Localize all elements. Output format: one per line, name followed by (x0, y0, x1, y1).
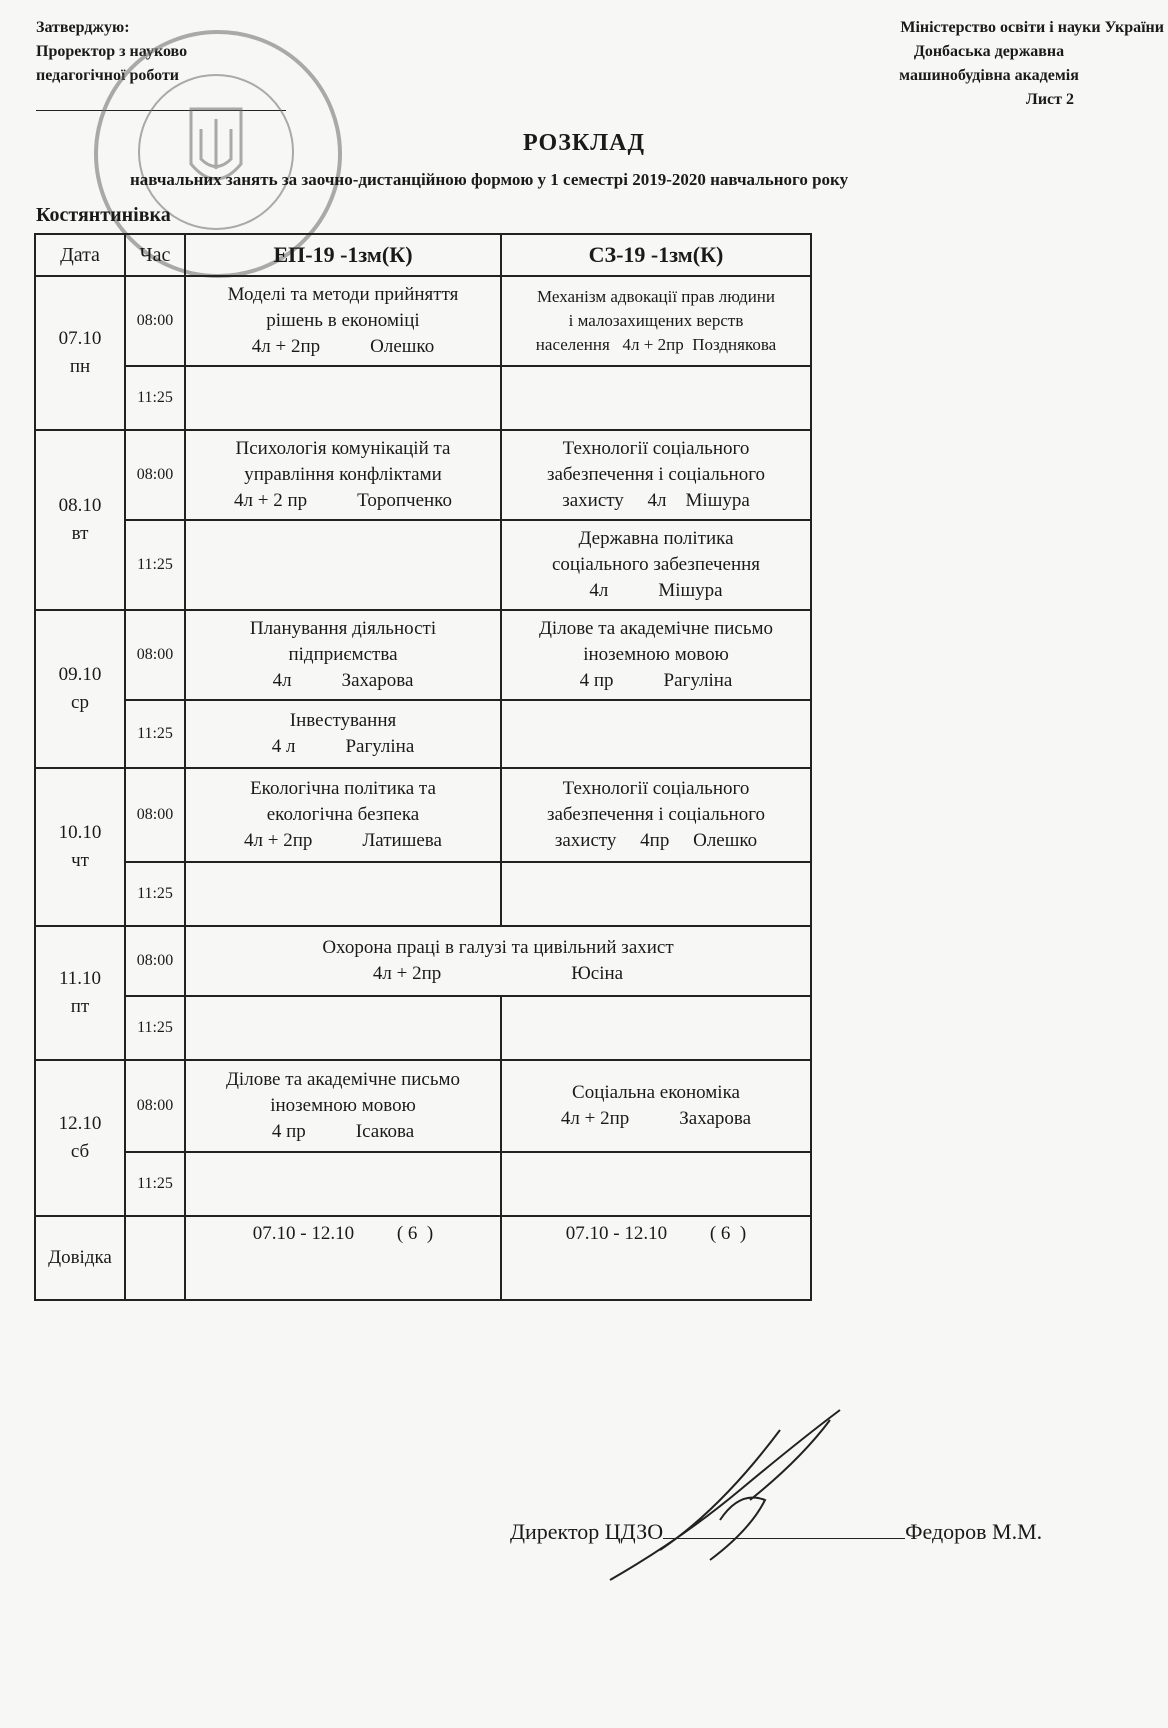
table-row (35, 366, 811, 430)
teacher: Торопченко (357, 490, 452, 511)
document-subtitle: навчальних занять за заочно-дистанційною формою у 1 семестрі 2019-2020 навчального року (130, 170, 849, 189)
time-cell: 08:00 (125, 276, 185, 366)
subject-line: захисту 4л Мішура (562, 490, 750, 511)
schedule-table (34, 233, 812, 1301)
teacher: Захарова (679, 1108, 752, 1129)
hours: 4 л (271, 736, 296, 757)
city-name: Костянтинівка (36, 204, 171, 226)
time-cell: 08:00 (125, 1060, 185, 1152)
table-row (35, 768, 811, 862)
time-cell: 08:00 (125, 768, 185, 862)
subject-line: Інвестування (289, 710, 397, 731)
hours: 4 пр (579, 670, 614, 691)
day-cell (35, 1060, 125, 1216)
hours: 4л + 2 пр (234, 490, 308, 511)
reference-label: Довідка (35, 1216, 125, 1300)
day-cell (35, 768, 125, 926)
weekday-value: чт (71, 850, 89, 871)
signature-line (663, 1518, 905, 1539)
approver-signature-line (36, 88, 286, 111)
table-row (35, 862, 811, 926)
header-date: Дата (35, 234, 125, 276)
lesson-cell-empty (185, 862, 501, 926)
lesson-cell (185, 430, 501, 520)
hours: 4л + 2пр (244, 830, 313, 851)
lesson-cell (185, 700, 501, 768)
table-row (35, 926, 811, 996)
table-row (35, 520, 811, 610)
table-row (35, 1060, 811, 1152)
lesson-cell-empty (501, 862, 811, 926)
teacher: Мішура (658, 580, 723, 601)
time-cell: 11:25 (125, 862, 185, 926)
lesson-cell (185, 768, 501, 862)
teacher: Юсіна (571, 963, 624, 984)
teacher: Латишева (362, 830, 442, 851)
lesson-cell (501, 1060, 811, 1152)
weekday-value: ср (71, 692, 89, 713)
subject-line: забезпечення і соціального (546, 464, 766, 485)
subject-line: Технології соціального (562, 438, 750, 459)
lesson-cell-empty (185, 1152, 501, 1216)
lesson-cell (501, 520, 811, 610)
hours: 4л + 2пр (251, 336, 321, 357)
lesson-cell-empty (501, 366, 811, 430)
lesson-cell (501, 768, 811, 862)
weekday-value: сб (70, 1141, 90, 1162)
time-cell: 11:25 (125, 996, 185, 1060)
teacher: Ісакова (355, 1121, 415, 1142)
header-time: Час (125, 234, 185, 276)
subject-line: Ділове та академічне письмо (225, 1069, 461, 1090)
header-group-ep: ЕП-19 -1зм(К) (185, 234, 501, 276)
subject-line: населення 4л + 2пр Позднякова (535, 335, 777, 354)
table-row (35, 996, 811, 1060)
table-row (35, 276, 811, 366)
lesson-cell (501, 430, 811, 520)
subject-line: іноземною мовою (583, 644, 729, 665)
table-row (35, 430, 811, 520)
table-row (35, 700, 811, 768)
reference-group-ep: 07.10 - 12.10 ( 6 ) (185, 1216, 501, 1300)
lesson-cell (185, 610, 501, 700)
time-cell: 08:00 (125, 610, 185, 700)
subject-line: екологічна безпека (266, 804, 420, 825)
lesson-cell-empty (501, 700, 811, 768)
day-cell (35, 926, 125, 1060)
hours: 4л (272, 670, 292, 691)
teacher: Рагуліна (345, 736, 415, 757)
signature-block (510, 1518, 1042, 1545)
time-cell: 11:25 (125, 520, 185, 610)
document-title: РОЗКЛАД (523, 130, 645, 156)
subject-line: забезпечення і соціального (546, 804, 766, 825)
approval-block (36, 16, 286, 111)
academy-name-1: Донбаська державна (913, 43, 1065, 60)
time-cell: 11:25 (125, 1152, 185, 1216)
subject-line: Механізм адвокації прав людини (537, 287, 775, 306)
signer-position: Директор ЦДЗО (510, 1519, 664, 1544)
weekday-value: вт (71, 523, 89, 544)
lesson-cell-empty (501, 996, 811, 1060)
hours: 4л (589, 580, 609, 601)
hours: 4 пр (271, 1121, 306, 1142)
subject-line: підприємства (288, 644, 398, 665)
subject-line: Екологічна політика та (250, 778, 436, 799)
institution-block (834, 16, 1164, 112)
day-cell (35, 430, 125, 610)
table-row (35, 610, 811, 700)
lesson-cell (501, 610, 811, 700)
subject-line: Соціальна економіка (572, 1082, 740, 1103)
handwritten-signature (600, 1400, 860, 1600)
subject-line: Планування діяльності (249, 618, 437, 639)
subject-line: захисту 4пр Олешко (554, 830, 758, 851)
lesson-cell-empty (501, 1152, 811, 1216)
approver-title-2: педагогічної роботи (36, 67, 180, 84)
table-row (35, 1152, 811, 1216)
lesson-cell (185, 1060, 501, 1152)
table-header-row (35, 234, 811, 276)
subject-line: Ділове та академічне письмо (538, 618, 774, 639)
approver-title-1: Проректор з науково (36, 43, 188, 60)
weekday-value: пт (70, 996, 90, 1017)
reference-group-sz: 07.10 - 12.10 ( 6 ) (501, 1216, 811, 1300)
weekday-value: пн (69, 356, 91, 377)
date-value: 10.10 (58, 822, 102, 843)
time-cell: 11:25 (125, 700, 185, 768)
subject-line: соціального забезпечення (551, 554, 761, 575)
lesson-cell (185, 276, 501, 366)
reference-time-empty (125, 1216, 185, 1300)
subject-line: Психологія комунікацій та (235, 438, 451, 459)
date-value: 08.10 (58, 495, 102, 516)
lesson-cell-empty (185, 366, 501, 430)
academy-name-2: машинобудівна академія (899, 67, 1079, 84)
signer-name: Федоров М.М. (905, 1519, 1043, 1544)
date-value: 12.10 (58, 1113, 102, 1134)
teacher: Рагуліна (663, 670, 733, 691)
subject-line: Технології соціального (562, 778, 750, 799)
subject-line: управління конфліктами (244, 464, 442, 485)
day-cell (35, 276, 125, 430)
date-value: 09.10 (58, 664, 102, 685)
teacher: Захарова (341, 670, 414, 691)
day-cell (35, 610, 125, 768)
hours: 4л + 2пр (372, 963, 442, 984)
date-value: 11.10 (58, 968, 102, 989)
subject-line: Моделі та методи прийняття (227, 284, 459, 305)
lesson-cell-empty (185, 520, 501, 610)
subject-line: і малозахищених верств (568, 311, 744, 330)
time-cell: 08:00 (125, 926, 185, 996)
header-group-sz: СЗ-19 -1зм(К) (501, 234, 811, 276)
sheet-number: Лист 2 (1025, 91, 1074, 108)
subject-line: Охорона праці в галузі та цивільний захист (322, 937, 674, 958)
teacher: Олешко (370, 336, 435, 357)
subject-line: Державна політика (578, 528, 734, 549)
ministry-name: Міністерство освіти і науки України (900, 19, 1164, 36)
subject-line: рішень в економіці (266, 310, 420, 331)
time-cell: 11:25 (125, 366, 185, 430)
subject-line: іноземною мовою (270, 1095, 416, 1116)
lesson-cell-empty (185, 996, 501, 1060)
approve-label: Затверджую: (36, 19, 130, 36)
date-value: 07.10 (58, 328, 102, 349)
time-cell: 08:00 (125, 430, 185, 520)
lesson-cell (501, 276, 811, 366)
hours: 4л + 2пр (560, 1108, 630, 1129)
joint-lesson-cell (185, 926, 811, 996)
reference-row (35, 1216, 811, 1300)
